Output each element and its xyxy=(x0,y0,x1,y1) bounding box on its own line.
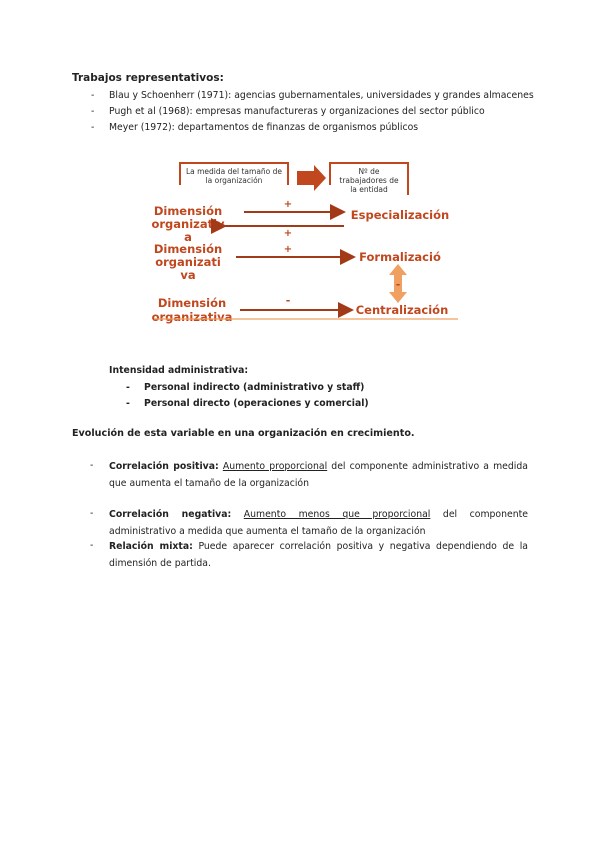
dimension-label-3-line-2: organizativa xyxy=(151,310,233,324)
formalizacion-label: Formalizació xyxy=(359,250,441,264)
item-rest: Puede aparecer correlación positiva y negativa dependiendo de la dimensión de partida. xyxy=(109,541,529,569)
list-item xyxy=(126,396,426,412)
item-rest: del componente administrativo a medida que aumenta el tamaño de la organización xyxy=(109,509,528,537)
size-dimensions-diagram xyxy=(140,155,470,330)
bullet-dash: - xyxy=(90,540,94,551)
bullet-dash: - xyxy=(90,460,94,471)
evolucion-item-1 xyxy=(90,458,528,492)
dimension-label-1-line-1: Dimensión xyxy=(153,204,223,218)
list-item-text: Pugh et al (1968): empresas manufactureras y organizaciones del sector público xyxy=(109,106,485,117)
dimension-label-3-line-1: Dimensión xyxy=(157,296,227,310)
sign-plus-3: + xyxy=(283,244,293,255)
list-item-text: Meyer (1972): departamentos de finanzas de organismos públicos xyxy=(109,122,419,133)
list-item xyxy=(91,104,551,120)
item-label: Correlación negativa: xyxy=(109,509,232,520)
dimension-label-2-line-3: va xyxy=(180,268,196,282)
centralizacion-label: Centralización xyxy=(355,303,449,317)
item-label: Relación mixta: xyxy=(109,541,193,552)
intensidad-list xyxy=(126,380,426,414)
item-label: Correlación positiva: xyxy=(109,461,219,472)
dimension-label-2-line-2: organizati xyxy=(155,255,221,269)
section-title-trabajos: Trabajos representativos: xyxy=(72,72,224,84)
size-measure-box xyxy=(180,163,288,185)
sign-plus-1: + xyxy=(283,199,293,210)
evolucion-item-text xyxy=(109,458,528,492)
dimension-label-1-line-3: a xyxy=(184,230,192,244)
list-item xyxy=(91,88,551,104)
evolucion-item-text xyxy=(109,538,528,572)
block-arrow-right xyxy=(297,165,326,191)
bullet-dash: - xyxy=(91,90,95,101)
list-item-text: Personal indirecto (administrativo y staff) xyxy=(144,382,365,393)
evolucion-item-2 xyxy=(90,506,528,540)
box-right-line-1: Nº de xyxy=(358,167,380,176)
list-item xyxy=(126,380,426,396)
bullet-dash: - xyxy=(90,508,94,519)
workers-box xyxy=(330,163,408,195)
box-right-line-2: trabajadores de xyxy=(339,176,399,185)
evolucion-item-3 xyxy=(90,538,528,572)
list-item-text: Blau y Schoenherr (1971): agencias gubernamentales, universidades y grandes almacenes xyxy=(109,90,534,101)
trabajos-list xyxy=(91,88,551,138)
item-underlined: Aumento menos que proporcional xyxy=(243,509,431,520)
sign-minus-3: - xyxy=(285,294,291,307)
item-rest: del componente administrativo a medida que aumenta el tamaño de la organización xyxy=(109,461,528,489)
bullet-dash: - xyxy=(91,106,95,117)
list-item xyxy=(91,120,551,136)
evolucion-item-text xyxy=(109,506,528,540)
dimension-label-1-line-2: organizativ xyxy=(151,217,225,231)
section-title-intensidad: Intensidad administrativa: xyxy=(109,365,249,376)
bullet-dash: - xyxy=(126,382,130,393)
item-underlined: Aumento proporcional xyxy=(222,461,328,472)
box-left-line-2: la organización xyxy=(205,176,263,185)
sign-plus-2: + xyxy=(283,228,293,239)
box-right-line-3: la entidad xyxy=(350,185,388,194)
especializacion-label: Especialización xyxy=(350,208,450,222)
bullet-dash: - xyxy=(126,398,130,409)
sign-minus-vertical: - xyxy=(395,278,401,291)
section-title-evolucion: Evolución de esta variable en una organización en crecimiento. xyxy=(72,428,415,439)
box-left-line-1: La medida del tamaño de xyxy=(185,167,283,176)
bullet-dash: - xyxy=(91,122,95,133)
dimension-label-2-line-1: Dimensión xyxy=(153,242,223,256)
list-item-text: Personal directo (operaciones y comercial) xyxy=(144,398,369,409)
